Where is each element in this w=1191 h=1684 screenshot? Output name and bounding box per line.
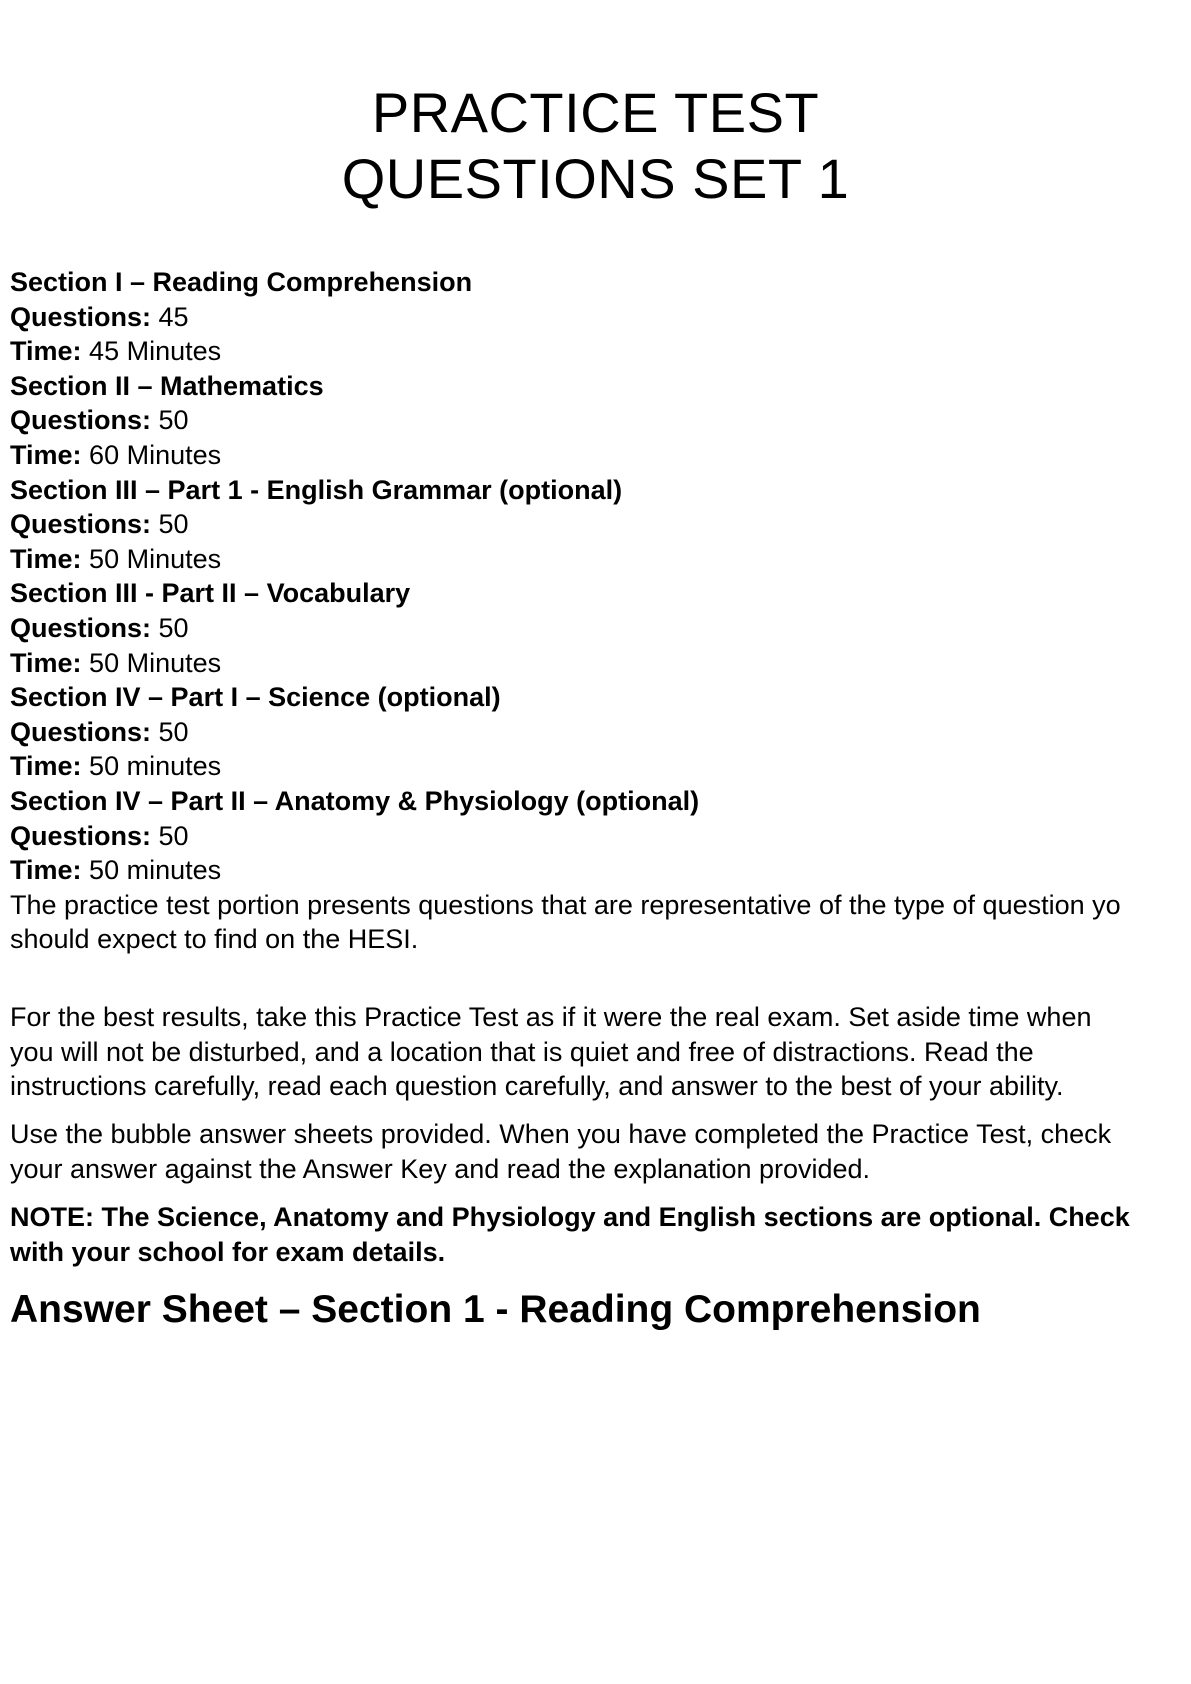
questions-label: Questions:: [10, 301, 152, 332]
intro-line: The practice test portion presents questions that are representative of the type of question yo: [10, 889, 1121, 920]
section-list: [10, 265, 1121, 957]
time-value: 50 minutes: [89, 751, 222, 782]
questions-label: Questions:: [10, 820, 152, 851]
questions-label: Questions:: [10, 405, 152, 436]
questions-value: 50: [158, 820, 189, 851]
title-line-1: PRACTICE TEST: [371, 81, 820, 144]
section-heading: Section IV – Part I – Science (optional): [10, 682, 501, 713]
note-paragraph: [10, 1200, 1191, 1269]
time-label: Time:: [10, 336, 82, 367]
section-questions: [10, 300, 1121, 335]
questions-value: 50: [158, 716, 189, 747]
best-results-paragraph: [10, 1000, 1191, 1104]
section-questions: [10, 611, 1121, 646]
section-questions: [10, 819, 1121, 854]
section-heading: Section IV – Part II – Anatomy & Physiology (optional): [10, 785, 700, 816]
page-title: [0, 80, 1191, 212]
paragraph-line: you will not be disturbed, and a location that is quiet and free of distractions. Read the: [10, 1036, 1034, 1067]
paragraph-line: For the best results, take this Practice Test as if it were the real exam. Set aside time when: [10, 1002, 1092, 1032]
note-line: NOTE: The Science, Anatomy and Physiology and English sections are optional. Check: [10, 1202, 1130, 1232]
time-label: Time:: [10, 855, 82, 886]
time-value: 45 Minutes: [89, 336, 222, 367]
section-time: [10, 438, 1121, 473]
time-label: Time:: [10, 751, 82, 782]
bubble-sheet-paragraph: [10, 1117, 1191, 1186]
section-time: [10, 542, 1121, 577]
section-time: [10, 749, 1121, 784]
time-label: Time:: [10, 647, 82, 678]
questions-value: 45: [158, 301, 189, 332]
time-label: Time:: [10, 543, 82, 574]
paragraph-line: instructions carefully, read each question carefully, and answer to the best of your ability.: [10, 1071, 1064, 1102]
questions-label: Questions:: [10, 716, 152, 747]
section-time: [10, 646, 1121, 681]
time-value: 50 Minutes: [89, 543, 222, 574]
time-value: 60 Minutes: [89, 439, 222, 470]
questions-value: 50: [158, 509, 189, 540]
section-heading: Section II – Mathematics: [10, 370, 324, 401]
questions-value: 50: [158, 612, 189, 643]
section-time: [10, 853, 1121, 888]
section-questions: [10, 715, 1121, 750]
section-heading: Section III – Part 1 - English Grammar (optional): [10, 474, 623, 505]
note-line: with your school for exam details.: [10, 1236, 446, 1267]
time-value: 50 Minutes: [89, 647, 222, 678]
answer-sheet-heading: Answer Sheet – Section 1 - Reading Comprehension: [10, 1288, 981, 1331]
section-heading: Section I – Reading Comprehension: [10, 267, 473, 297]
time-value: 50 minutes: [89, 855, 222, 886]
paragraph-line: your answer against the Answer Key and read the explanation provided.: [10, 1153, 871, 1184]
title-line-2: QUESTIONS SET 1: [341, 147, 850, 210]
section-questions: [10, 507, 1121, 542]
section-heading: Section III - Part II – Vocabulary: [10, 578, 411, 609]
questions-value: 50: [158, 405, 189, 436]
time-label: Time:: [10, 439, 82, 470]
paragraph-line: Use the bubble answer sheets provided. When you have completed the Practice Test, check: [10, 1119, 1112, 1149]
questions-label: Questions:: [10, 612, 152, 643]
section-time: [10, 334, 1121, 369]
intro-line: should expect to find on the HESI.: [10, 924, 419, 955]
section-questions: [10, 403, 1121, 438]
questions-label: Questions:: [10, 509, 152, 540]
